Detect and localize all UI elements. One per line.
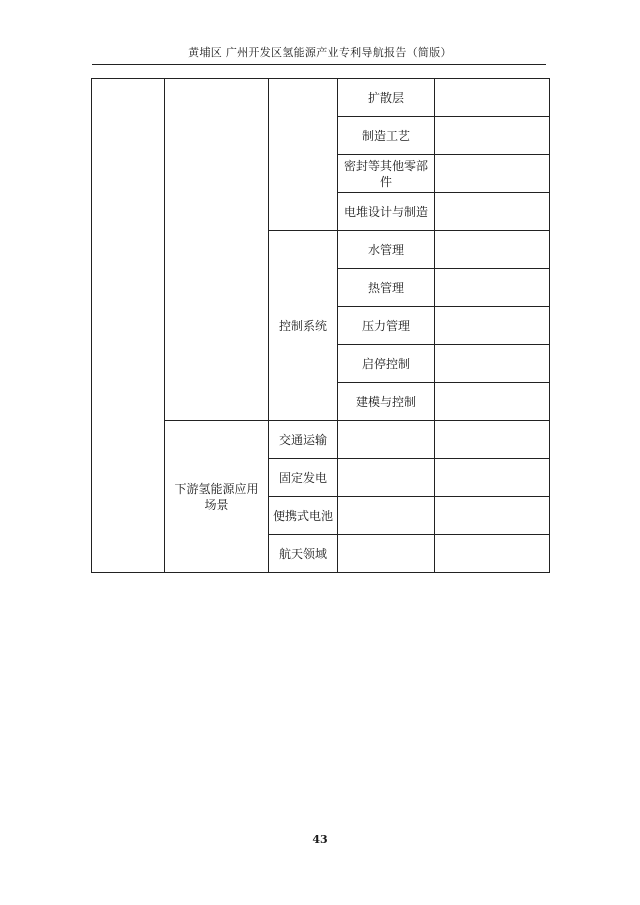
item-cell: 航天领域 <box>269 535 338 573</box>
item-cell: 启停控制 <box>338 345 435 383</box>
downstream-label: 下游氢能源应用场景 <box>165 421 269 573</box>
item-cell: 便携式电池 <box>269 497 338 535</box>
empty-cell <box>435 535 550 573</box>
empty-cell <box>435 421 550 459</box>
empty-cell <box>435 193 550 231</box>
empty-cell <box>435 155 550 193</box>
item-cell: 交通运输 <box>269 421 338 459</box>
item-cell: 制造工艺 <box>338 117 435 155</box>
header-divider <box>92 64 546 65</box>
level2-cell <box>165 79 269 421</box>
empty-cell <box>338 535 435 573</box>
empty-cell <box>338 421 435 459</box>
empty-cell <box>435 79 550 117</box>
patent-classification-table <box>91 78 550 573</box>
item-cell: 扩散层 <box>338 79 435 117</box>
page-number: 43 <box>312 833 328 846</box>
empty-cell <box>435 117 550 155</box>
level1-cell <box>92 79 165 573</box>
empty-cell <box>435 459 550 497</box>
empty-cell <box>435 231 550 269</box>
item-cell: 建模与控制 <box>338 383 435 421</box>
table-row <box>92 79 550 117</box>
empty-cell <box>435 497 550 535</box>
item-cell: 固定发电 <box>269 459 338 497</box>
empty-cell <box>338 497 435 535</box>
empty-cell <box>338 459 435 497</box>
report-header-title: 黄埔区 广州开发区氢能源产业专利导航报告（简版） <box>188 46 452 59</box>
level3-cell <box>269 79 338 231</box>
control-system-label: 控制系统 <box>269 231 338 421</box>
item-cell: 水管理 <box>338 231 435 269</box>
item-cell: 密封等其他零部件 <box>338 155 435 193</box>
empty-cell <box>435 307 550 345</box>
empty-cell <box>435 345 550 383</box>
empty-cell <box>435 269 550 307</box>
item-cell: 压力管理 <box>338 307 435 345</box>
empty-cell <box>435 383 550 421</box>
item-cell: 热管理 <box>338 269 435 307</box>
item-cell: 电堆设计与制造 <box>338 193 435 231</box>
